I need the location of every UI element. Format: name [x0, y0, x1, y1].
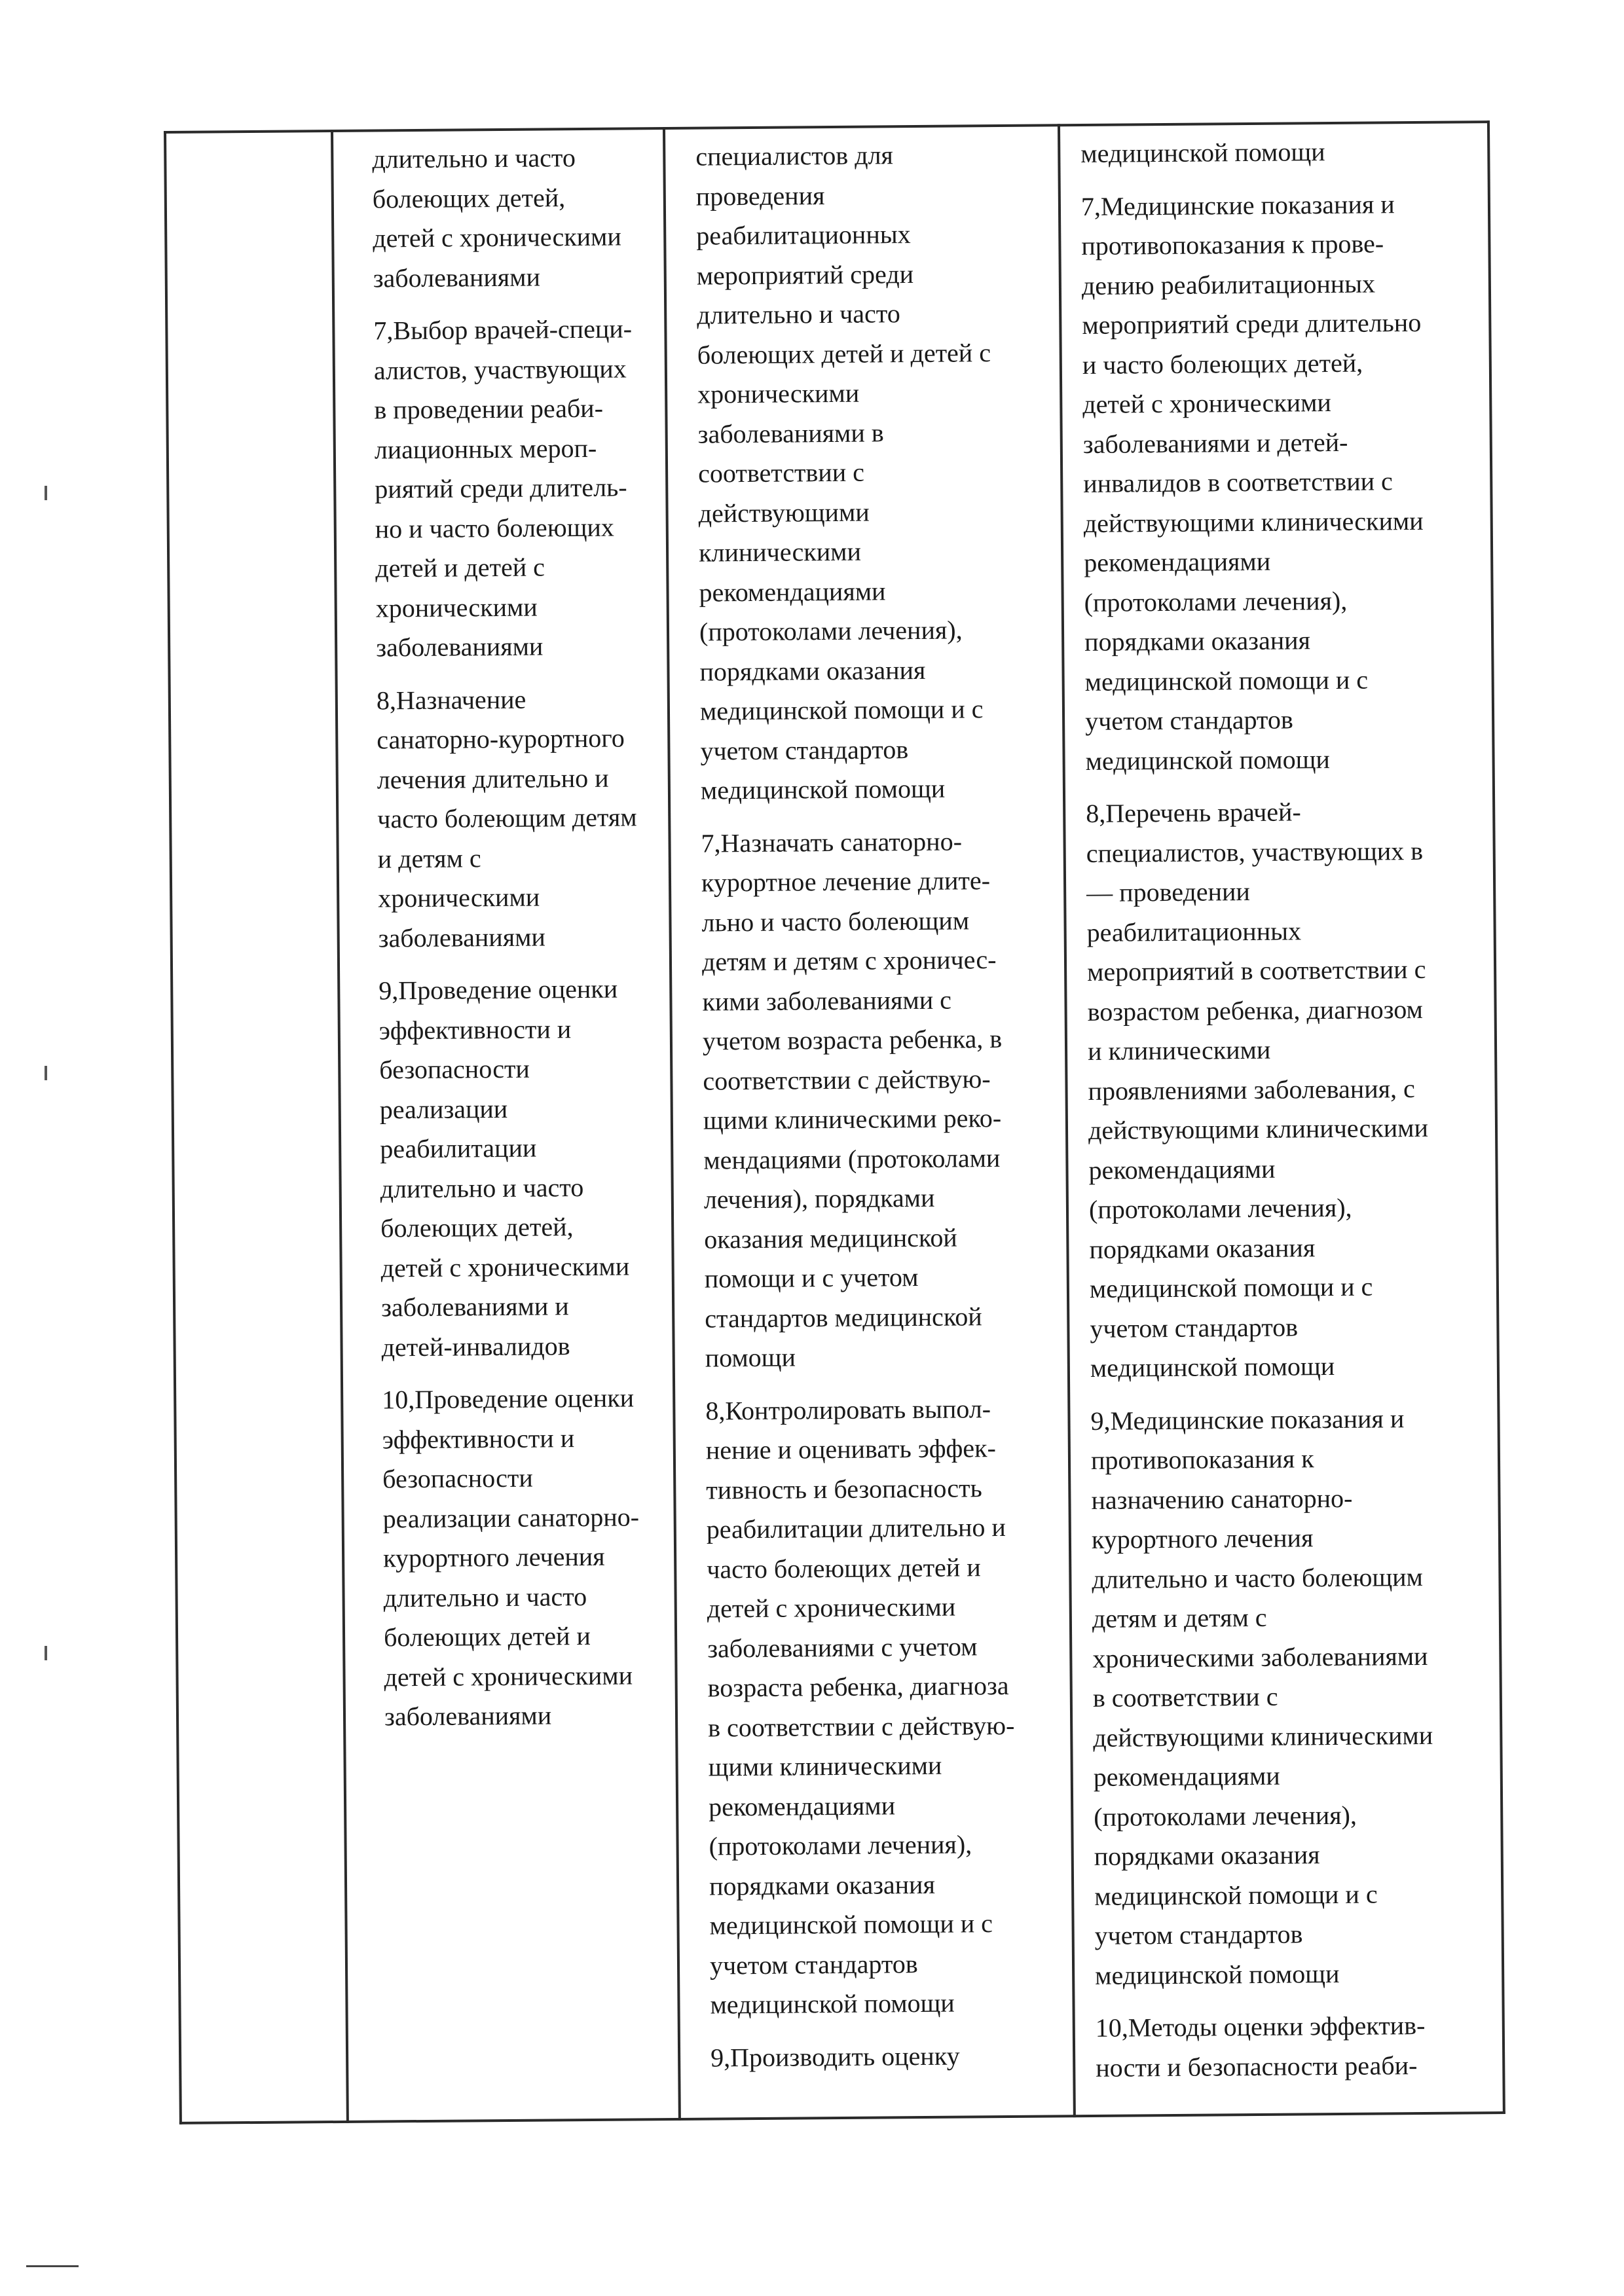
table-cell-text: 8,Перечень врачей- специалистов, участвующих в — проведении реабилитационных мероприятий в соответствии с возрастом ребенка, диагнозом и клиническими проявлениями заболевания, с действующими клиническими рекомендациями (протоколами лечения), порядками оказания медицинской помощи и с учетом стандартов медицинской помощи	[1086, 797, 1429, 1383]
scan-bottom-mark	[26, 2265, 79, 2267]
table-cell-text: 9,Производить оценку	[710, 2041, 960, 2073]
table-cell-text: 8,Контролировать выпол- нение и оценивать эффек- тивность и безопасность реабилитации длительно и часто болеющих детей и детей с хроническими заболеваниями с учетом возраста ребенка, диагноза в соответствии с действую- щими клиническими рекомендациями (протоколами лечения), порядками оказания медицинской помощи и с учетом стандартов медицинской помощи	[705, 1393, 1015, 2020]
table-top-border	[164, 120, 1490, 134]
table-cell-text: 9,Проведение оценки эффективности и безопасности реализации реабилитации длительно и часто болеющих детей, детей с хроническими заболеваниями и детей-инвалидов	[378, 974, 630, 1362]
table-cell-text: 10,Методы оценки эффектив- ности и безопасности реаби-	[1095, 2010, 1426, 2083]
table-cell-text: 8,Назначение санаторно-курортного лечения длительно и часто болеющим детям и детям с хроническими заболеваниями	[376, 684, 637, 953]
table-cell-text: длительно и часто болеющих детей, детей с хроническими заболеваниями	[372, 143, 621, 293]
column-actions	[372, 137, 682, 1750]
column-skills	[695, 134, 1090, 2090]
column-knowledge	[1080, 131, 1515, 2101]
table-cell-text: 7,Выбор врачей-специ- алистов, участвующих в проведении реаби- лиационных мероп- риятий среди длитель- но и часто болеющих детей и детей с хроническими заболеваниями	[373, 314, 633, 663]
column-divider-1	[331, 130, 349, 2123]
table-bottom-border	[179, 2111, 1505, 2124]
scan-margin-mark	[45, 1646, 47, 1660]
scan-margin-mark	[45, 486, 47, 500]
table-cell-text: 9,Медицинские показания и противопоказания к назначению санаторно- курортного лечения длительно и часто болеющим детям и детям с хроническими заболеваниями в соответствии с действующими клиническими рекомендациями (протоколами лечения), порядками оказания медицинской помощи и с учетом стандартов медицинской помощи	[1090, 1403, 1433, 1990]
scan-margin-mark	[45, 1066, 47, 1080]
table-cell-text: специалистов для проведения реабилитационных мероприятий среди длительно и часто болеющих детей и детей с хроническими заболеваниями в соответствии с действующими клиническими рекомендациями (протоколами лечения), порядками оказания медицинской помощи и с учетом стандартов медицинской помощи	[695, 140, 991, 805]
table-cell-text: 7,Назначать санаторно- курортное лечение длите- льно и часто болеющим детям и детям с хроничес- кими заболеваниями с учетом возраста ребенка, в соответствии с действую- щими клиническими реко- мендациями (протоколами лечения), порядками оказания медицинской помощи и с учетом стандартов медицинской помощи	[701, 826, 1003, 1373]
document-table	[164, 120, 1505, 2124]
table-cell-text: 10,Проведение оценки эффективности и безопасности реализации санаторно- курортного лечения длительно и часто болеющих детей и детей с хроническими заболеваниями	[382, 1383, 640, 1732]
table-cell-text: медицинской помощи	[1080, 137, 1325, 169]
table-cell-text: 7,Медицинские показания и противопоказания к прове- дению реабилитационных мероприятий среди длительно и часто болеющих детей, детей с хроническими заболеваниями и детей- инвалидов в соответствии с действующими клиническими рекомендациями (протоколами лечения), порядками оказания медицинской помощи и с учетом стандартов медицинской помощи	[1080, 189, 1424, 776]
table-left-border	[164, 131, 182, 2124]
